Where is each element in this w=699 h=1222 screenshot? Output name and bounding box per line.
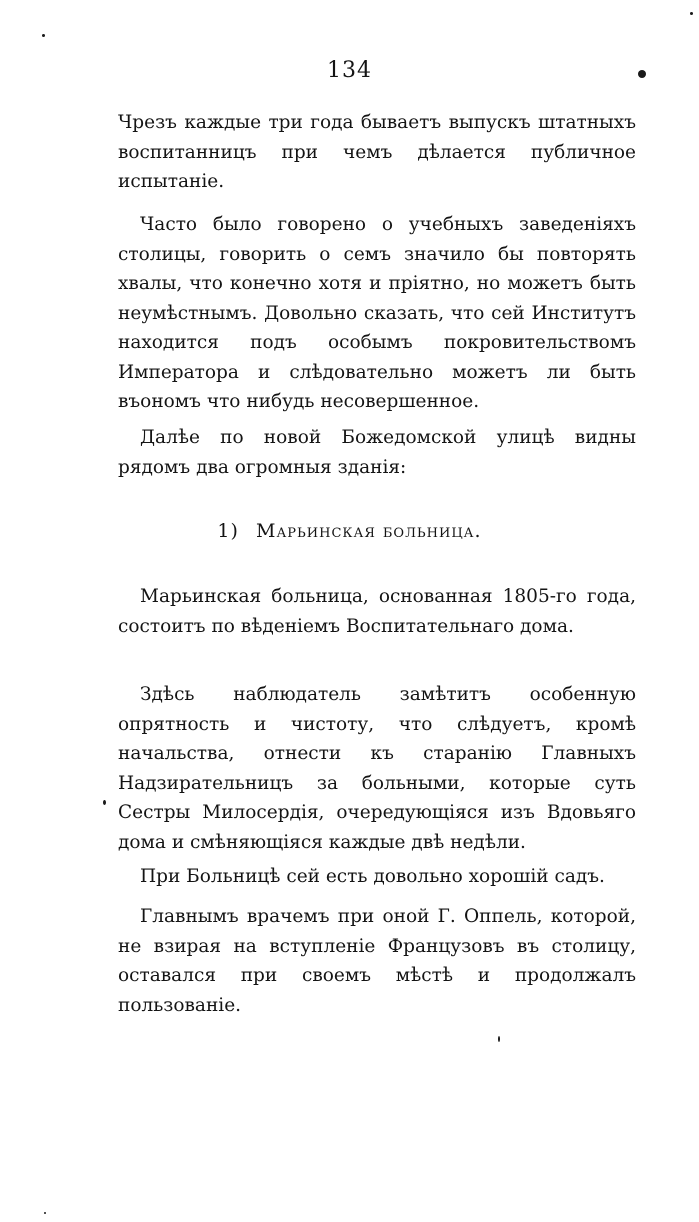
paragraph-text: Часто было говорено о учебныхъ заведеніяхъ столицы, говорить о семъ значило бы повторять хвалы, что конечно хотя и пріятно, но можетъ быть неумѣстнымъ. Довольно сказать, что сей Институтъ находится подъ особымъ покровительствомъ Императора и слѣдовательно можетъ ли быть въономъ что нибудь несовершенное. xyxy=(118,214,636,412)
scan-speck xyxy=(638,70,646,78)
paragraph-text: Далѣе по новой Божедомской улицѣ видны рядомъ два огромныя зданія: xyxy=(118,427,636,478)
section-number: 1) xyxy=(217,520,239,542)
paragraph-hospital-founded xyxy=(118,582,636,641)
section-title: Марьинская больница. xyxy=(255,520,482,542)
paragraph-bozhedomskaya xyxy=(118,423,636,482)
scan-speck xyxy=(498,1036,500,1042)
paragraph-physician xyxy=(118,902,636,1020)
page-number: 134 xyxy=(327,58,372,83)
paragraph-garden xyxy=(118,862,636,892)
scan-speck xyxy=(42,34,45,37)
paragraph-institute xyxy=(118,210,636,417)
scan-speck xyxy=(690,12,693,15)
section-heading xyxy=(0,520,699,542)
paragraph-text: Главнымъ врачемъ при оной Г. Оппель, которой, не взирая на вступленіе Французовъ въ столицу, оставался при своемъ мѣстѣ и продолжалъ пользованіе. xyxy=(118,906,636,1016)
paragraph-text: Марьинская больница, основанная 1805-го года, состоитъ по вѣденіемъ Воспитательнаго дома. xyxy=(118,586,636,637)
paragraph-text: При Больницѣ сей есть довольно хорошій садъ. xyxy=(140,866,605,887)
paragraph-cleanliness xyxy=(118,680,636,857)
scan-speck xyxy=(44,1212,46,1214)
scan-speck xyxy=(103,800,106,805)
paragraph-text: Чрезъ каждые три года бываетъ выпускъ штатныхъ воспитанницъ при чемъ дѣлается публичное испытаніе. xyxy=(118,112,636,192)
paragraph-graduation xyxy=(118,108,636,197)
paragraph-text: Здѣсь наблюдатель замѣтитъ особенную опрятность и чистоту, что слѣдуетъ, кромѣ начальства, отнести къ старанію Главныхъ Надзирательницъ за больными, которые суть Сестры Милосердія, очередующіяся изъ Вдовьяго дома и смѣняющіяся каждые двѣ недѣли. xyxy=(118,684,636,853)
